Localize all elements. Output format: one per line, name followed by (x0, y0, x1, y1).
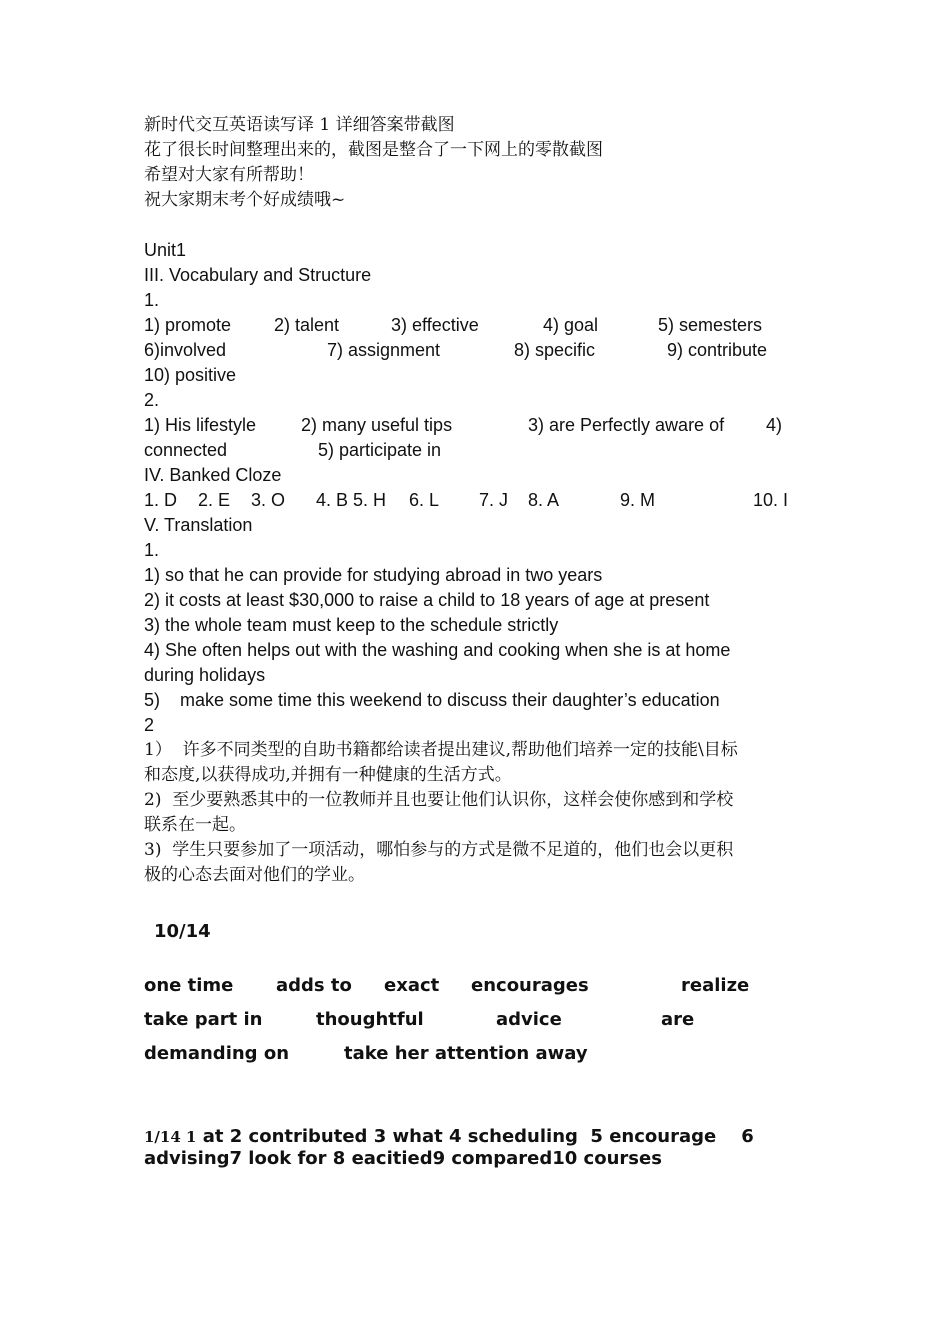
vocab-row-3: 10) positive (144, 365, 237, 385)
intro-line-3: 希望对大家有所帮助！ (144, 165, 314, 185)
section-114-prefix: 1/14 1 (144, 1128, 197, 1146)
word-row-1 (144, 971, 844, 1001)
vocab-part2-row-1 (144, 413, 844, 438)
cloze-answer: 8. A (528, 490, 560, 510)
answer-item: 1) promote (144, 315, 232, 335)
translation-cn-line: 极的心态去面对他们的学业。 (144, 865, 365, 885)
translation-cn-line: 2) 至少要熟悉其中的一位教师并且也要让他们认识你，这样会使你感到和学校 (144, 790, 734, 810)
intro-line-2: 花了很长时间整理出来的，截图是整合了一下网上的零散截图 (144, 140, 603, 160)
translation-en-line: 5) make some time this weekend to discuss their daughter’s education (144, 690, 720, 710)
answer-item: 1) His lifestyle (144, 415, 257, 435)
translation-en-line: 1) so that he can provide for studying abroad in two years (144, 565, 603, 585)
word-item: are (661, 1009, 695, 1030)
vocab-row-1 (144, 313, 844, 338)
answer-item: 8) specific (514, 340, 596, 360)
section-1014-heading: 10/14 (154, 921, 211, 942)
translation-en-line: 4) She often helps out with the washing and cooking when she is at home (144, 640, 731, 660)
translation-part2-label: 2 (144, 715, 155, 735)
word-item: adds to (276, 975, 352, 996)
cloze-answers-row (144, 488, 844, 513)
translation-heading: V. Translation (144, 515, 253, 535)
word-item: exact (384, 975, 440, 996)
unit-title: Unit1 (144, 240, 187, 260)
cloze-answer: 10. I (753, 490, 789, 510)
answer-item: 3) are Perfectly aware of (528, 415, 725, 435)
vocab-part2-label: 2. (144, 390, 160, 410)
translation-cn-line: 联系在一起。 (144, 815, 246, 835)
word-item: advice (496, 1009, 562, 1030)
word-item: one time (144, 975, 234, 996)
answer-item: connected (144, 440, 228, 460)
section-114-line-2: advising7 look for 8 eacitied9 compared10 courses (144, 1148, 662, 1169)
answer-item: 4) goal (543, 315, 599, 335)
vocab-heading: III. Vocabulary and Structure (144, 265, 372, 285)
word-item: encourages (471, 975, 589, 996)
word-item: realize (681, 975, 750, 996)
cloze-answer: 7. J (479, 490, 509, 510)
cloze-answer: 2. E (198, 490, 231, 510)
answer-item: 5) participate in (318, 440, 442, 460)
translation-en-line: 2) it costs at least $30,000 to raise a child to 18 years of age at present (144, 590, 710, 610)
vocab-part2-row-2 (144, 438, 844, 463)
cloze-heading: IV. Banked Cloze (144, 465, 282, 485)
section-114-answers-1: at 2 contributed 3 what 4 scheduling 5 encourage 6 (202, 1126, 754, 1147)
answer-item: 2) talent (274, 315, 340, 335)
word-item: take part in (144, 1009, 263, 1030)
vocab-part1-label: 1. (144, 290, 160, 310)
answer-item: 5) semesters (658, 315, 763, 335)
answer-item: 3) effective (391, 315, 479, 335)
translation-cn-line: 和态度,以获得成功,并拥有一种健康的生活方式。 (144, 765, 512, 785)
intro-line-4: 祝大家期末考个好成绩哦~ (144, 190, 346, 210)
translation-en-line: 3) the whole team must keep to the schedule strictly (144, 615, 559, 635)
answer-item: 4) (766, 415, 783, 435)
translation-en-line: during holidays (144, 665, 266, 685)
cloze-answer: 3. O (251, 490, 286, 510)
intro-line-1: 新时代交互英语读写译 1 详细答案带截图 (144, 115, 455, 135)
word-row-2 (144, 1005, 844, 1035)
translation-cn-line: 3) 学生只要参加了一项活动，哪怕参与的方式是微不足道的，他们也会以更积 (144, 840, 734, 860)
cloze-answer: 6. L (409, 490, 440, 510)
word-item: thoughtful (316, 1009, 424, 1030)
word-item: take her attention away (344, 1043, 588, 1064)
cloze-answer: 4. B 5. H (316, 490, 387, 510)
translation-cn-line: 1） 许多不同类型的自助书籍都给读者提出建议,帮助他们培养一定的技能\目标 (144, 740, 738, 760)
answer-item: 9) contribute (667, 340, 768, 360)
word-row-3 (144, 1039, 844, 1069)
cloze-answer: 9. M (620, 490, 656, 510)
word-item: demanding on (144, 1043, 290, 1064)
answer-item: 2) many useful tips (301, 415, 453, 435)
answer-item: 7) assignment (327, 340, 441, 360)
answer-item: 6)involved (144, 340, 227, 360)
translation-part1-label: 1. (144, 540, 160, 560)
cloze-answer: 1. D (144, 490, 178, 510)
vocab-row-2 (144, 338, 844, 363)
